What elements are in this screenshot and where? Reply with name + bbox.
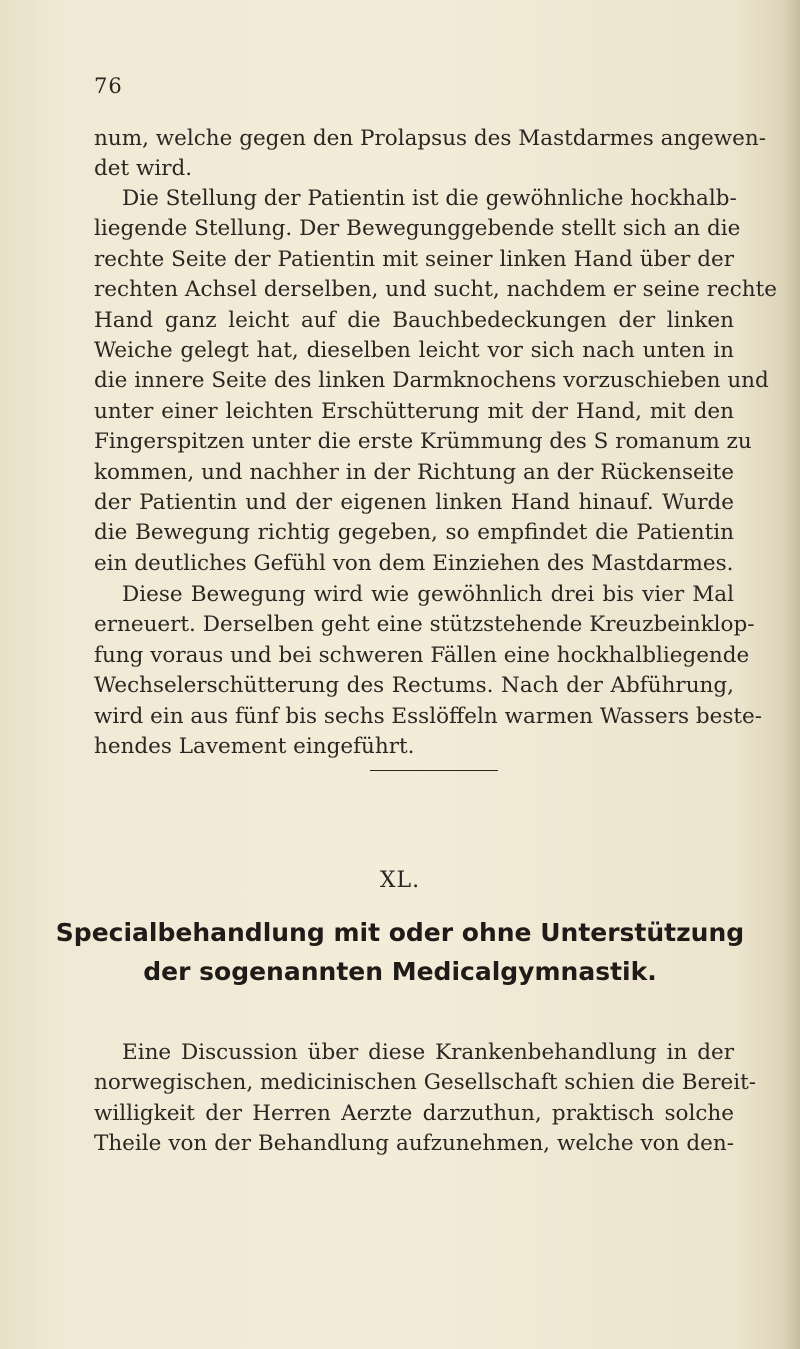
- text-line: willigkeit der Herren Aerzte darzuthun, praktisch solche: [94, 1100, 734, 1126]
- text-line: Fingerspitzen unter die erste Krümmung des S romanum zu: [94, 429, 752, 455]
- text-line: Die Stellung der Patientin ist die gewöhnliche hockhalb-: [122, 186, 737, 211]
- text-line: det wird.: [94, 156, 193, 182]
- paragraph-stellung: [94, 184, 777, 579]
- text-line: ein deutliches Gefühl von dem Einziehen des Mastdarmes.: [94, 550, 734, 576]
- text-line: unter einer leichten Erschütterung mit der Hand, mit den: [94, 398, 734, 424]
- section-divider-rule: [370, 770, 498, 771]
- text-line: Hand ganz leicht auf die Bauchbedeckungen der linken: [94, 307, 734, 333]
- text-line: hendes Lavement eingeführt.: [94, 734, 415, 760]
- text-line: norwegischen, medicinischen Gesellschaft schien die Bereit-: [94, 1070, 756, 1096]
- text-line: Theile von der Behandlung aufzunehmen, welche von den-: [94, 1131, 734, 1157]
- text-line: die Bewegung richtig gegeben, so empfindet die Patientin: [94, 520, 734, 546]
- text-line: erneuert. Derselben geht eine stützstehende Kreuzbeinklop-: [94, 612, 755, 638]
- paragraph-discussion: [94, 1038, 756, 1160]
- paragraph-continuation: [94, 124, 767, 185]
- text-line: rechte Seite der Patientin mit seiner linken Hand über der: [94, 246, 734, 272]
- chapter-number: XL.: [379, 868, 421, 893]
- text-line: kommen, und nachher in der Richtung an der Rückenseite: [94, 459, 734, 485]
- text-line: Weiche gelegt hat, dieselben leicht vor sich nach unten in: [94, 338, 734, 364]
- text-line: num, welche gegen den Prolapsus des Mastdarmes angewen-: [94, 126, 767, 151]
- text-line: Wechselerschütterung des Rectums. Nach der Abführung,: [94, 673, 734, 699]
- chapter-title-line-1: Specialbehandlung mit oder ohne Unterstützung: [55, 918, 745, 947]
- text-line: fung voraus und bei schweren Fällen eine hockhalbliegende: [94, 642, 750, 668]
- paragraph-wiederholung: [94, 580, 762, 762]
- text-line: Eine Discussion über diese Krankenbehandlung in der: [122, 1040, 734, 1065]
- text-line: wird ein aus fünf bis sechs Esslöffeln warmen Wassers beste-: [94, 703, 762, 729]
- text-line: der Patientin und der eigenen linken Hand hinauf. Wurde: [94, 490, 734, 516]
- page-number: 76: [94, 74, 123, 98]
- text-line: rechten Achsel derselben, und sucht, nachdem er seine rechte: [94, 277, 777, 303]
- text-line: liegende Stellung. Der Bewegunggebende stellt sich an die: [94, 216, 741, 242]
- chapter-title-line-2: der sogenannten Medicalgymnastik.: [143, 957, 657, 986]
- text-line: Diese Bewegung wird wie gewöhnlich drei bis vier Mal: [122, 582, 734, 607]
- page-edge-shadow: [782, 0, 800, 1349]
- text-line: die innere Seite des linken Darmknochens vorzuschieben und: [94, 368, 769, 394]
